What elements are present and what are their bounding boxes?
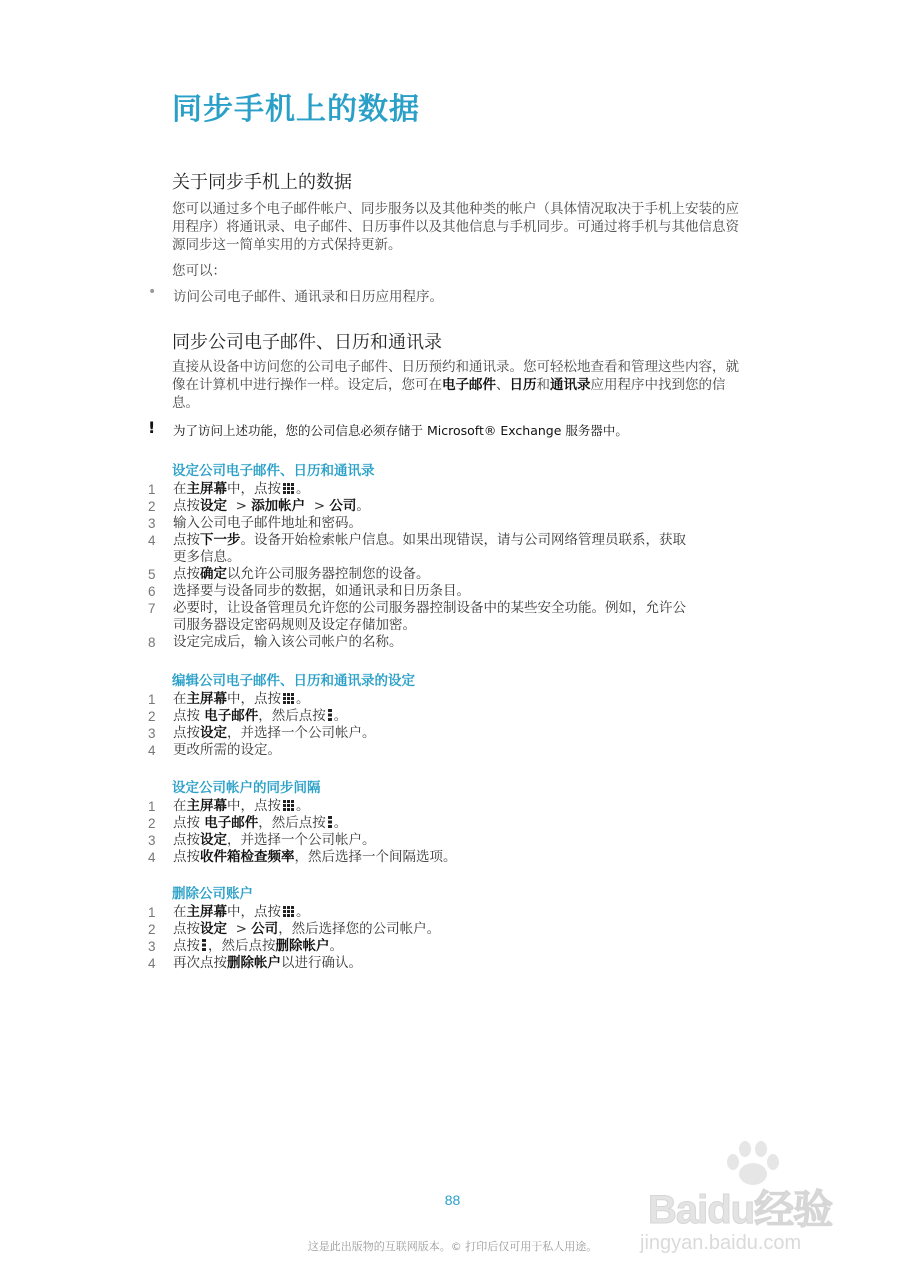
text-segment: 。设备开始检索帐户信息。如果出现错误，请与公司网络管理员联系，获取更多信息。 [173, 532, 686, 565]
text-segment: 、 [496, 377, 510, 393]
text-segment: 在 [173, 798, 187, 814]
text-segment: 。 [333, 815, 348, 831]
text-segment: 以进行确认。 [281, 955, 362, 971]
corporate-label: 公司 [329, 498, 357, 514]
text-segment: > [227, 498, 252, 514]
text-segment: 。 [296, 691, 310, 707]
app-name-email: 电子邮件 [442, 377, 496, 393]
step-item [148, 583, 748, 600]
step-number: 3 [148, 939, 156, 954]
delete-account-label: 删除帐户 [227, 955, 281, 971]
text-segment: 。 [329, 938, 343, 954]
step-number: 1 [148, 905, 156, 920]
settings-label: 设定 [200, 921, 227, 937]
text-segment: 点按 [173, 849, 200, 865]
text-segment: 点按 [173, 938, 200, 954]
step-text: 必要时，让设备管理员允许您的公司服务器控制设备中的某些安全功能。例如，允许公司服务器设定密码规则及设定存储加密。 [173, 600, 686, 633]
interval-steps [148, 798, 748, 866]
text-segment: ，然后点按 [208, 938, 276, 954]
home-screen-label: 主屏幕 [186, 798, 227, 814]
settings-label: 设定 [200, 498, 227, 514]
text-segment: 点按 [173, 532, 200, 548]
step-item [148, 481, 748, 498]
inbox-check-frequency-label: 收件箱检查频率 [200, 849, 295, 865]
step-text: 输入公司电子邮件地址和密码。 [173, 515, 362, 531]
text-segment: 中，点按 [227, 904, 281, 920]
edit-steps [148, 691, 748, 759]
step-number: 4 [148, 533, 156, 548]
step-item [148, 498, 748, 515]
step-item [148, 921, 748, 938]
step-number: 3 [148, 833, 156, 848]
step-item [148, 955, 748, 972]
text-segment: ，并选择一个公司帐户。 [227, 725, 376, 741]
footer-notice: 这是此出版物的互联网版本。© 打印后仅可用于私人用途。 [307, 1240, 598, 1253]
step-text: 选择要与设备同步的数据，如通讯录和日历条目。 [173, 583, 470, 599]
text-segment: 。 [333, 708, 348, 724]
step-item [148, 691, 748, 708]
app-grid-icon [283, 800, 294, 811]
text-segment: 点按 [173, 566, 200, 582]
text-segment: > [227, 921, 252, 937]
section-heading-about-sync: 关于同步手机上的数据 [172, 172, 352, 193]
step-number: 4 [148, 956, 156, 971]
text-segment: 以允许公司服务器控制您的设备。 [227, 566, 430, 582]
baidu-watermark [640, 1140, 890, 1270]
step-number: 1 [148, 799, 156, 814]
step-item [148, 832, 748, 849]
step-number: 3 [148, 516, 156, 531]
text-segment: 。 [356, 498, 370, 514]
text-segment: ，然后点按 [258, 815, 326, 831]
step-number: 2 [148, 816, 156, 831]
step-item [148, 708, 748, 725]
delete-account-label: 删除帐户 [275, 938, 330, 954]
page-number: 88 [444, 1192, 461, 1208]
text-segment: 点按 [173, 832, 200, 848]
step-number: 1 [148, 482, 156, 497]
text-segment: 中，点按 [227, 691, 281, 707]
page-title: 同步手机上的数据 [172, 92, 420, 127]
text-segment: ，并选择一个公司帐户。 [227, 832, 376, 848]
watermark-url: jingyan.baidu.com [640, 1232, 802, 1254]
text-segment: 点按 [173, 725, 200, 741]
step-item [148, 742, 748, 759]
about-sync-paragraph: 您可以通过多个电子邮件帐户、同步服务以及其他种类的帐户（具体情况取决于手机上安装的应用程序）将通讯录、电子邮件、日历事件以及其他信息与手机同步。可通过将手机与其他信息资源同步这一简单实用的方式保持更新。 [172, 201, 739, 253]
text-segment: 中，点按 [227, 481, 281, 497]
text-segment: > [305, 498, 330, 514]
text-segment: 点按 [173, 921, 200, 937]
step-number: 8 [148, 635, 156, 650]
app-grid-icon [283, 693, 294, 704]
step-text: 更改所需的设定。 [173, 742, 281, 758]
text-segment: 点按 [173, 708, 205, 724]
step-item [148, 938, 748, 955]
home-screen-label: 主屏幕 [186, 481, 227, 497]
app-name-contacts: 通讯录 [550, 377, 591, 393]
text-segment: 点按 [173, 815, 205, 831]
step-item [148, 904, 748, 921]
step-item [148, 798, 748, 815]
step-item [148, 815, 748, 832]
next-label: 下一步 [200, 532, 241, 548]
step-item [148, 566, 748, 583]
subheading-edit-settings: 编辑公司电子邮件、日历和通讯录的设定 [172, 673, 415, 689]
step-number: 7 [148, 601, 156, 616]
corporate-label: 公司 [251, 921, 279, 937]
email-label: 电子邮件 [204, 708, 259, 724]
step-number: 2 [148, 499, 156, 514]
add-account-label: 添加帐户 [251, 498, 306, 514]
you-can-label: 您可以： [172, 263, 226, 279]
step-number: 4 [148, 743, 156, 758]
step-text: 设定完成后，输入该公司帐户的名称。 [173, 634, 403, 650]
ok-label: 确定 [200, 566, 227, 582]
text-segment: 。 [296, 904, 310, 920]
step-number: 4 [148, 850, 156, 865]
step-number: 2 [148, 922, 156, 937]
step-item [148, 725, 748, 742]
text-segment: ，然后选择您的公司帐户。 [278, 921, 441, 937]
subheading-setup: 设定公司电子邮件、日历和通讯录 [172, 463, 375, 479]
home-screen-label: 主屏幕 [186, 691, 227, 707]
step-item [148, 600, 748, 634]
subheading-delete-account: 删除公司账户 [172, 886, 253, 902]
text-segment: 直接从设备中访问您的公司电子邮件、日历预约和通讯录。您可轻松地查看和管理这些内容，就像在计算机中进行操作一样。设定后，您可在 [172, 359, 739, 393]
text-segment: 应用程序中找到您的信息。 [172, 377, 726, 411]
text-segment: 在 [173, 481, 187, 497]
home-screen-label: 主屏幕 [186, 904, 227, 920]
app-grid-icon [283, 483, 294, 494]
email-label: 电子邮件 [204, 815, 259, 831]
step-item [148, 849, 748, 866]
bullet-dot-icon: • [148, 284, 157, 300]
settings-label: 设定 [200, 832, 227, 848]
menu-icon [328, 709, 332, 721]
app-name-calendar: 日历 [509, 377, 537, 393]
delete-steps [148, 904, 748, 972]
note-text: 为了访问上述功能，您的公司信息必须存储于 Microsoft® Exchange 服务器中。 [173, 423, 628, 438]
exclamation-icon: ! [148, 418, 156, 437]
text-segment: 。 [296, 481, 310, 497]
text-segment: 和 [536, 377, 550, 393]
text-segment: ，然后选择一个间隔选项。 [294, 849, 457, 865]
text-segment: ，然后点按 [258, 708, 326, 724]
text-segment: 在 [173, 904, 187, 920]
step-number: 1 [148, 692, 156, 707]
text-segment: 在 [173, 691, 187, 707]
subheading-sync-interval: 设定公司帐户的同步间隔 [172, 780, 321, 796]
settings-label: 设定 [200, 725, 227, 741]
app-grid-icon [283, 906, 294, 917]
bullet-text: 访问公司电子邮件、通讯录和日历应用程序。 [173, 289, 443, 305]
step-number: 6 [148, 584, 156, 599]
step-number: 2 [148, 709, 156, 724]
step-item [148, 634, 748, 651]
step-number: 3 [148, 726, 156, 741]
text-segment: 再次点按 [173, 955, 227, 971]
step-number: 5 [148, 567, 156, 582]
sync-corporate-paragraph [172, 358, 752, 412]
watermark-brand: Baidu经验 [648, 1188, 833, 1232]
step-item [148, 515, 748, 532]
text-segment: 。 [296, 798, 310, 814]
menu-icon [328, 816, 332, 828]
menu-icon [202, 939, 206, 951]
text-segment: 中，点按 [227, 798, 281, 814]
setup-steps [148, 481, 748, 651]
step-item [148, 532, 748, 566]
text-segment: 点按 [173, 498, 200, 514]
section-heading-sync-corporate: 同步公司电子邮件、日历和通讯录 [172, 332, 442, 353]
